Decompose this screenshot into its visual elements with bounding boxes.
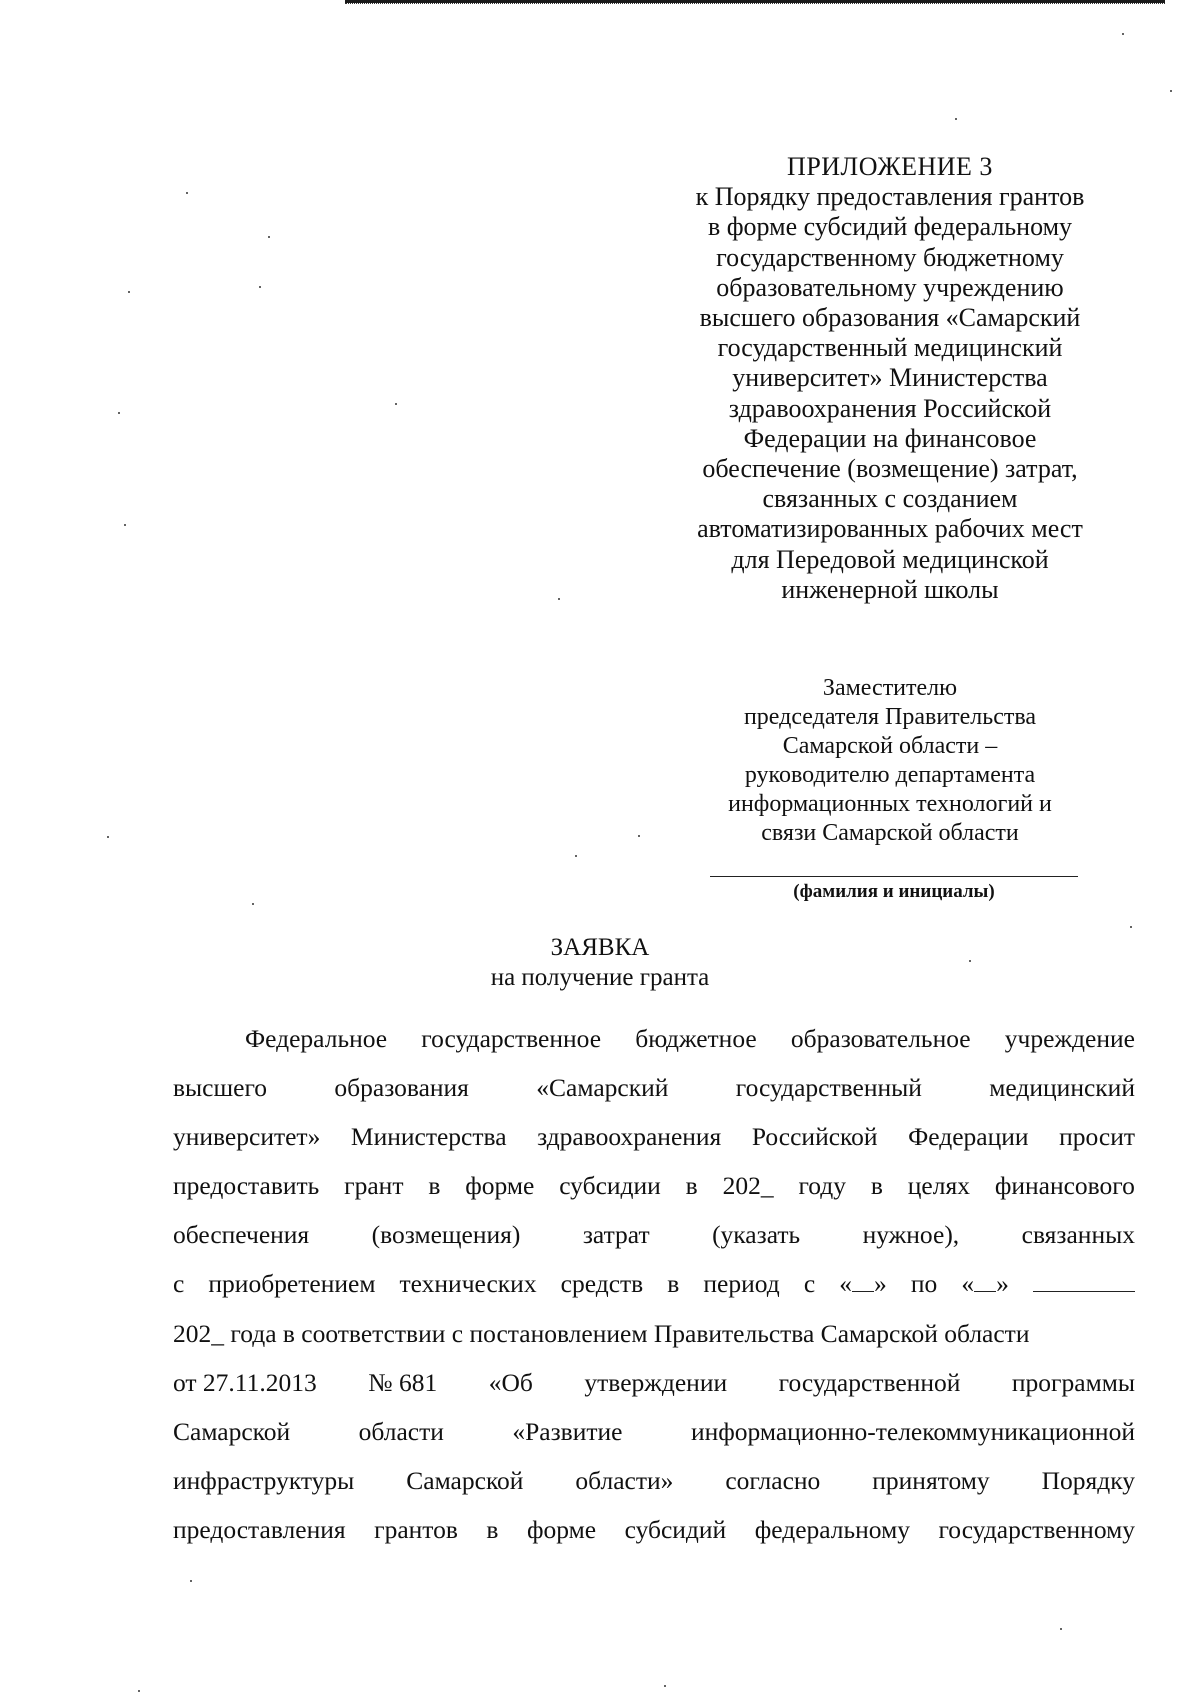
appendix-line: государственному бюджетному bbox=[716, 242, 1064, 272]
appendix-line: автоматизированных рабочих мест bbox=[697, 514, 1083, 544]
body-word: предоставить bbox=[173, 1171, 320, 1201]
body-word: затрат bbox=[582, 1220, 650, 1250]
body-word: Самарской bbox=[173, 1416, 291, 1446]
body-word: форме bbox=[465, 1171, 535, 1201]
body-word: государственной bbox=[778, 1367, 961, 1397]
signature-caption: (фамилия и инициалы) bbox=[793, 881, 995, 902]
scan-speck bbox=[107, 836, 109, 838]
scan-speck bbox=[1122, 33, 1124, 35]
appendix-line: в форме субсидий федеральному bbox=[707, 212, 1073, 242]
body-word: «Развитие bbox=[512, 1416, 623, 1446]
start-day-field bbox=[839, 1259, 887, 1308]
body-word: обеспечения bbox=[173, 1220, 310, 1250]
body-word: (указать bbox=[712, 1220, 801, 1250]
body-word: с bbox=[173, 1269, 185, 1299]
scan-speck bbox=[268, 236, 270, 238]
document-subtitle: на получение гранта bbox=[490, 964, 710, 991]
body-word: в bbox=[667, 1269, 680, 1299]
body-word: приобретением bbox=[208, 1269, 376, 1299]
scan-speck bbox=[1170, 90, 1172, 92]
body-word: в bbox=[486, 1514, 499, 1544]
year-blank[interactable]: 202_ bbox=[722, 1171, 774, 1201]
scan-speck bbox=[118, 412, 120, 414]
addressee-line: председателя Правительства bbox=[743, 704, 1037, 730]
body-word: программы bbox=[1011, 1367, 1135, 1397]
body-word: грантов bbox=[374, 1514, 458, 1544]
body-word: Самарской bbox=[406, 1465, 524, 1495]
appendix-line: связанных с созданием bbox=[762, 484, 1018, 514]
body-word: инфраструктуры bbox=[173, 1465, 355, 1495]
quote-close: » bbox=[874, 1269, 887, 1299]
quote-open: « bbox=[961, 1269, 975, 1299]
quote-open: « bbox=[839, 1269, 852, 1299]
appendix-block bbox=[660, 152, 1120, 605]
end-day-blank[interactable] bbox=[974, 1269, 996, 1292]
appendix-line: инженерной школы bbox=[781, 574, 999, 604]
body-word: с bbox=[803, 1269, 816, 1299]
addressee-line: связи Самарской области bbox=[761, 820, 1019, 846]
scan-speck bbox=[395, 403, 397, 405]
body-line-6 bbox=[173, 1259, 1135, 1308]
body-word: средств bbox=[560, 1269, 644, 1299]
body-word: субсидий bbox=[624, 1514, 727, 1544]
body-word: связанных bbox=[1021, 1220, 1135, 1250]
body-word: форме bbox=[526, 1514, 597, 1544]
appendix-line: государственный медицинский bbox=[717, 333, 1063, 363]
body-word: субсидии bbox=[559, 1171, 661, 1201]
appendix-line: к Порядку предоставления грантов bbox=[695, 182, 1085, 212]
body-word: федеральному bbox=[754, 1514, 910, 1544]
body-word: государственный bbox=[735, 1073, 922, 1103]
body-word: государственное bbox=[421, 1024, 602, 1053]
scan-speck bbox=[138, 1690, 140, 1692]
body-word: предоставления bbox=[173, 1514, 346, 1544]
addressee-line: информационных технологий и bbox=[728, 791, 1052, 817]
body-word: области» bbox=[575, 1465, 674, 1495]
addressee-line: руководителю департамента bbox=[744, 762, 1036, 788]
body-word: государственному bbox=[938, 1514, 1135, 1544]
body-line-2 bbox=[173, 1063, 1135, 1112]
body-word: Министерства bbox=[350, 1122, 507, 1152]
body-word: университет» bbox=[173, 1122, 321, 1152]
body-word: в bbox=[870, 1171, 883, 1201]
body-word: высшего bbox=[173, 1073, 268, 1103]
addressee-line: Самарской области – bbox=[782, 733, 998, 759]
body-word: согласно bbox=[725, 1465, 821, 1495]
body-line-10 bbox=[173, 1456, 1135, 1505]
appendix-line: образовательному учреждению bbox=[716, 272, 1064, 302]
body-line-1 bbox=[173, 1014, 1135, 1063]
quote-close: » bbox=[996, 1269, 1009, 1299]
appendix-title: ПРИЛОЖЕНИЕ 3 bbox=[787, 152, 993, 181]
scan-speck bbox=[664, 1685, 666, 1687]
scan-speck bbox=[186, 192, 188, 194]
body-line-5 bbox=[173, 1210, 1135, 1259]
body-word: образования bbox=[334, 1073, 469, 1103]
appendix-line: высшего образования «Самарский bbox=[699, 303, 1081, 333]
body-word: нужное), bbox=[862, 1220, 960, 1250]
body-word: финансового bbox=[994, 1171, 1135, 1201]
body-line-9 bbox=[173, 1407, 1135, 1456]
body-word: технических bbox=[399, 1269, 537, 1299]
body-word: грант bbox=[344, 1171, 404, 1201]
body-word: бюджетное bbox=[635, 1024, 757, 1053]
scan-speck bbox=[128, 291, 130, 293]
scan-speck bbox=[190, 1580, 192, 1582]
scan-speck bbox=[1130, 926, 1132, 928]
document-title-block bbox=[0, 933, 1200, 993]
body-word: области bbox=[358, 1416, 444, 1446]
end-day-field bbox=[961, 1259, 1009, 1308]
scan-speck bbox=[575, 855, 577, 857]
scan-speck bbox=[1060, 1628, 1062, 1630]
scan-speck bbox=[969, 960, 971, 962]
body-word: (возмещения) bbox=[371, 1220, 521, 1250]
body-word: учреждение bbox=[1004, 1024, 1135, 1053]
appendix-line: здравоохранения Российской bbox=[728, 393, 1052, 423]
body-word: в bbox=[685, 1171, 698, 1201]
body-word: принятому bbox=[872, 1465, 990, 1495]
body-word: образовательное bbox=[790, 1024, 971, 1053]
scan-speck bbox=[558, 598, 560, 600]
body-word: просит bbox=[1059, 1122, 1135, 1152]
body-word: информационно-телекоммуникационной bbox=[690, 1416, 1135, 1446]
start-day-blank[interactable] bbox=[852, 1269, 874, 1292]
body-line-7 bbox=[173, 1309, 1135, 1358]
document-title: ЗАЯВКА bbox=[550, 934, 650, 961]
body-word: период bbox=[703, 1269, 780, 1299]
signature-fill-line[interactable] bbox=[710, 876, 1078, 877]
appendix-line: для Передовой медицинской bbox=[731, 544, 1049, 574]
body-line-8 bbox=[173, 1358, 1135, 1407]
body-word: в bbox=[428, 1171, 441, 1201]
body-word: по bbox=[910, 1269, 938, 1299]
body-word: от 27.11.2013 bbox=[173, 1367, 317, 1397]
appendix-line: университет» Министерства bbox=[732, 363, 1048, 393]
application-body bbox=[173, 1014, 1135, 1554]
addressee-block bbox=[680, 674, 1100, 848]
body-word: медицинский bbox=[989, 1073, 1135, 1103]
scan-speck bbox=[259, 286, 261, 288]
body-word: Федеральное bbox=[245, 1024, 388, 1053]
scan-speck bbox=[638, 835, 640, 837]
body-line-text: 202_ года в соответствии с постановлением Правительства Самарской области bbox=[173, 1318, 1030, 1348]
body-word: Российской bbox=[751, 1122, 878, 1152]
body-word: целях bbox=[907, 1171, 970, 1201]
scan-speck bbox=[124, 524, 126, 526]
scan-speck bbox=[955, 118, 957, 120]
scan-top-edge-dotted bbox=[345, 3, 1165, 4]
month-blank[interactable] bbox=[1033, 1269, 1135, 1292]
body-word: Порядку bbox=[1041, 1465, 1135, 1495]
body-word: утверждении bbox=[584, 1367, 728, 1397]
body-line-11 bbox=[173, 1505, 1135, 1554]
body-word: году bbox=[798, 1171, 847, 1201]
body-word: «Об bbox=[488, 1367, 533, 1397]
body-word: здравоохранения bbox=[537, 1122, 722, 1152]
body-line-4 bbox=[173, 1161, 1135, 1210]
appendix-line: Федерации на финансовое bbox=[743, 423, 1037, 453]
body-word: Федерации bbox=[908, 1122, 1029, 1152]
body-word: «Самарский bbox=[536, 1073, 669, 1103]
body-line-3 bbox=[173, 1112, 1135, 1161]
addressee-line: Заместителю bbox=[822, 675, 958, 701]
scan-speck bbox=[252, 903, 254, 905]
body-word: № 681 bbox=[368, 1367, 438, 1397]
appendix-line: обеспечение (возмещение) затрат, bbox=[702, 454, 1078, 484]
